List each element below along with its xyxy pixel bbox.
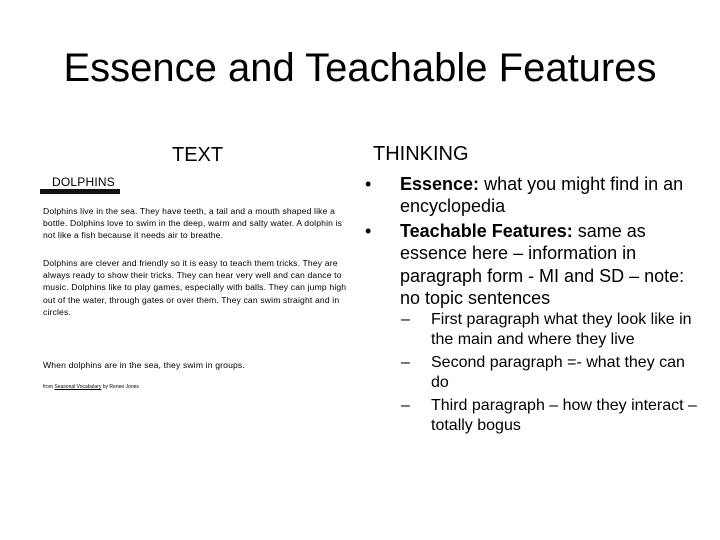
- bullet-dot: •: [365, 174, 372, 194]
- sub-item: [401, 396, 706, 437]
- thinking-column-heading: THINKING: [373, 143, 469, 165]
- source-note-link[interactable]: Seasonal Vocabulary: [54, 384, 102, 390]
- bullet-term: Teachable Features:: [400, 220, 573, 241]
- source-note-suffix: by Renee Jones: [102, 384, 139, 390]
- source-note: [43, 384, 139, 391]
- dolphins-label: DOLPHINS: [52, 175, 115, 189]
- paragraph-notes-list: [401, 310, 706, 438]
- slide-title: Essence and Teachable Features: [63, 46, 657, 90]
- bullet-dot: •: [365, 220, 372, 241]
- bullet-text: what you might find in an encyclopedia: [400, 174, 684, 217]
- paragraph-1: Dolphins live in the sea. They have teeth, a tail and a mouth shaped like a bottle. Dolphins love to swim in the deep, warm and salty water. A dolphin is not like a fish because it needs air to breathe.: [43, 206, 343, 241]
- source-note-prefix: from: [43, 384, 53, 390]
- thinking-bullet-list: [365, 173, 685, 311]
- sub-dash: –: [401, 396, 410, 414]
- bullet-essence: [365, 173, 685, 218]
- sub-item-text: First paragraph what they look like in the main and where they live: [431, 311, 692, 349]
- sub-item-text: Second paragraph =- what they can do: [431, 353, 685, 392]
- bullet-teachable-features: [365, 220, 685, 310]
- sub-item-text: Third paragraph – how they interact – totally bogus: [431, 396, 697, 435]
- dolphins-underline-bar: [40, 189, 120, 194]
- bullet-term: Essence:: [400, 174, 480, 194]
- bullet-text: same as essence here – information in paragraph form - MI and SD – note: no topic sentences: [400, 220, 685, 309]
- sub-dash: –: [401, 353, 410, 371]
- text-column-heading: TEXT: [172, 144, 224, 166]
- paragraph-3: When dolphins are in the sea, they swim in groups.: [43, 360, 245, 370]
- paragraph-2: Dolphins are clever and friendly so it is easy to teach them tricks. They are always ready to show their tricks. They can hear very well and can dance to music. Dolphins like to play games, especially with balls. They can jump high out of the water, through gates or over them. They can swim straight and in circles.: [43, 258, 347, 317]
- sub-item: [401, 353, 706, 394]
- sub-item: [401, 310, 706, 351]
- sub-dash: –: [401, 311, 410, 328]
